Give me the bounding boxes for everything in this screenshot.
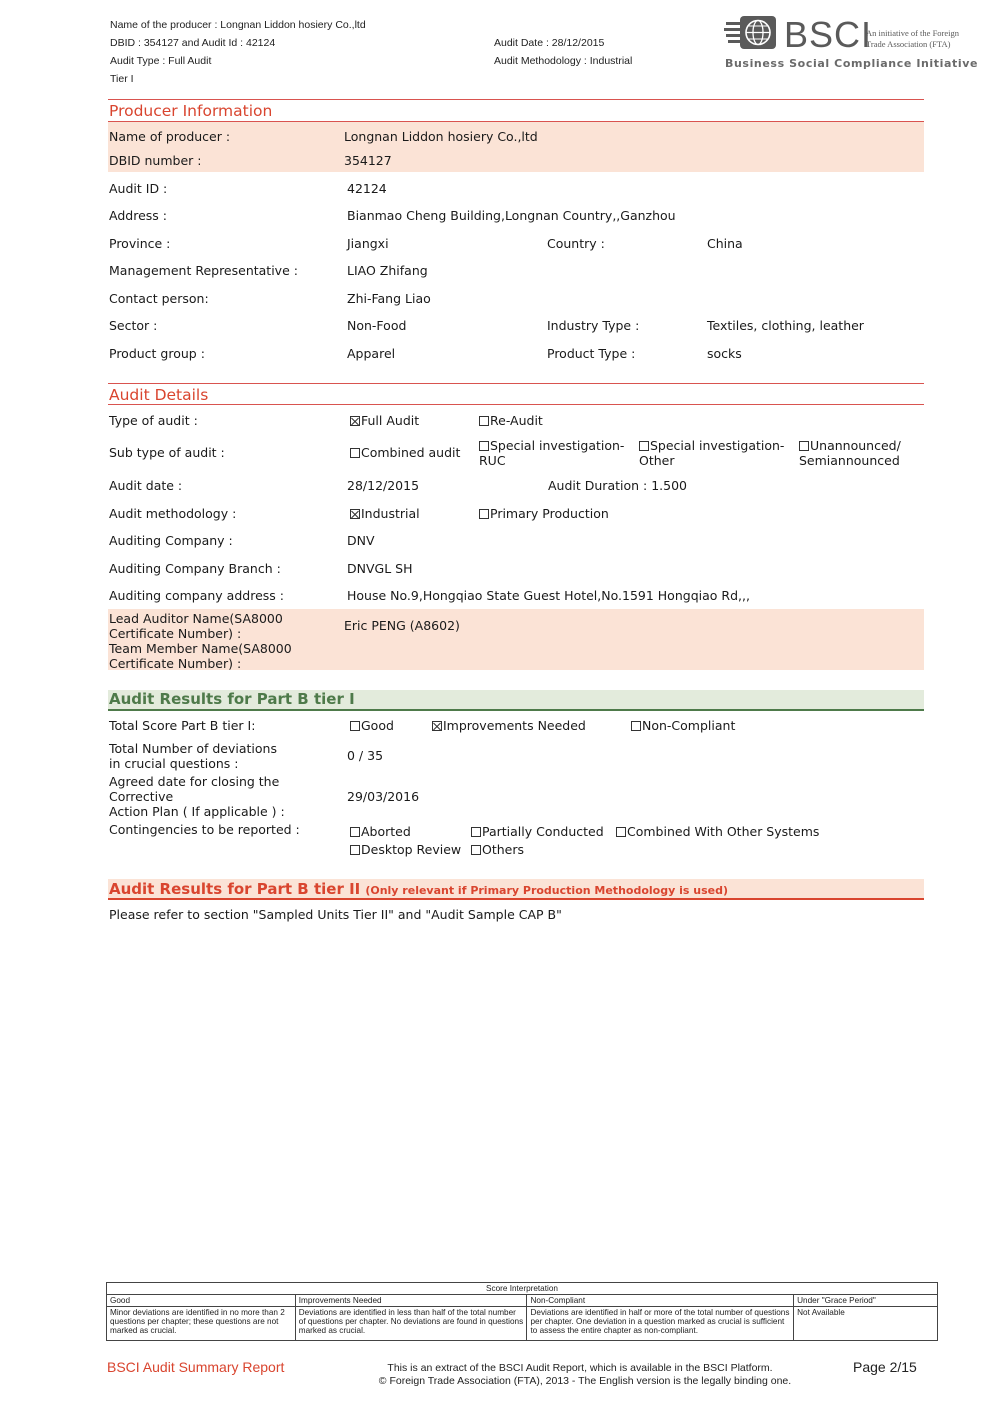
audit-section-title: Audit Details [109,386,209,404]
good-text: Good [361,718,394,733]
product-type-value: socks [707,346,742,361]
subtype-unannounced-option[interactable] [799,438,901,468]
sector-label: Sector : [109,318,158,333]
industry-label: Industry Type : [547,318,640,333]
address-label: Address : [109,208,167,223]
empty-box-icon [479,416,489,426]
empty-box-icon [350,721,360,731]
deviations-label-2: in crucial questions : [109,756,239,771]
mgmt-rep-label: Management Representative : [109,263,298,278]
empty-box-icon [799,441,809,451]
lead-auditor-label [109,611,292,671]
combined-audit-text: Combined audit [361,445,461,460]
contingency-combined-option[interactable] [616,824,819,839]
audit-date-label: Audit date : [109,478,183,493]
product-type-label: Product Type : [547,346,636,361]
empty-box-icon [471,827,481,837]
producer-top-rule [108,99,924,100]
empty-box-icon [350,845,360,855]
team-member-label-1: Team Member Name(SA8000 [109,641,292,656]
team-member-label-2: Certificate Number) : [109,656,242,671]
score-interpretation-table [106,1282,938,1341]
footer-copyright: © Foreign Trade Association (FTA), 2013 - The English version is the legally binding one. [378,1375,792,1387]
agreed-date-label [109,774,285,819]
results2-section-title [109,879,728,898]
primary-production-text: Primary Production [490,506,609,521]
noncompliant-text: Non-Compliant [642,718,736,733]
score-header-noncompliant: Non-Compliant [527,1295,794,1307]
lead-auditor-label-2: Certificate Number) : [109,626,242,641]
lead-auditor-label-1: Lead Auditor Name(SA8000 [109,611,283,626]
ruc-text-1: Special investigation- [490,438,625,453]
country-value: China [707,236,743,251]
subtype-label: Sub type of audit : [109,445,225,460]
empty-box-icon [616,827,626,837]
subtype-combined-option[interactable] [350,445,460,460]
method-industrial-option[interactable] [350,506,420,521]
checked-box-icon [350,416,360,426]
checked-box-icon [350,509,360,519]
bsci-wordmark: BSCI [784,14,873,55]
score-header-good: Good [107,1295,296,1307]
other-text-1: Special investigation- [650,438,785,453]
dbid-value: 354127 [344,153,392,168]
product-group-label: Product group : [109,346,205,361]
contingency-aborted-option[interactable] [350,824,411,839]
auditing-branch-label: Auditing Company Branch : [109,561,281,576]
audit-id-value: 42124 [347,181,387,196]
audit-date-value: 28/12/2015 [347,478,420,493]
header-dbid: DBID : 354127 and Audit Id : 42124 [110,37,276,49]
contingency-others-option[interactable] [471,842,524,857]
agreed-label-3: Action Plan ( If applicable ) : [109,804,285,819]
industry-value: Textiles, clothing, leather [707,318,864,333]
other-text-2: Other [639,453,675,468]
deviations-value: 0 / 35 [347,748,384,763]
product-group-value: Apparel [347,346,396,361]
producer-section-title: Producer Information [109,102,273,120]
header-producer: Name of the producer : Longnan Liddon hosiery Co.,ltd [110,19,366,31]
auditing-branch-value: DNVGL SH [347,561,413,576]
empty-box-icon [350,448,360,458]
empty-box-icon [350,827,360,837]
re-audit-text: Re-Audit [490,413,543,428]
full-audit-text: Full Audit [361,413,420,428]
combined-text: Combined With Other Systems [627,824,820,839]
dbid-label: DBID number : [109,153,202,168]
audit-type-full-option[interactable] [350,413,419,428]
province-value: Jiangxi [347,236,389,251]
auditing-address-label: Auditing company address : [109,588,284,603]
logo-initiative-2: Trade Association (FTA) [866,39,951,49]
footer-extract: This is an extract of the BSCI Audit Report, which is available in the BSCI Platform. [387,1362,773,1374]
score-desc-noncompliant: Deviations are identified in half or more of the total number of questions per chapter. One deviation in a question marked as crucial is sufficient to assess the entire chapter as non-compliant. [527,1307,794,1341]
globe-icon [724,13,782,53]
results1-section-title: Audit Results for Part B tier I [109,690,355,708]
score-table-title-row [107,1283,938,1295]
score-table-title: Score Interpretation [107,1283,938,1295]
subtype-ruc-option[interactable] [479,438,624,468]
header-methodology: Audit Methodology : Industrial [494,55,633,67]
desktop-text: Desktop Review [361,842,462,857]
empty-box-icon [631,721,641,731]
methodology-label: Audit methodology : [109,506,237,521]
contact-label: Contact person: [109,291,209,306]
score-table-description-row [107,1307,938,1341]
score-header-improvements: Improvements Needed [295,1295,527,1307]
province-label: Province : [109,236,171,251]
auditing-company-value: DNV [347,533,375,548]
header-audit-type: Audit Type : Full Audit [110,55,212,67]
auditing-company-label: Auditing Company : [109,533,233,548]
aborted-text: Aborted [361,824,411,839]
audit-type-re-option[interactable] [479,413,543,428]
contact-value: Zhi-Fang Liao [347,291,431,306]
score-improvements-option[interactable] [432,718,586,733]
method-primary-option[interactable] [479,506,609,521]
contingencies-label: Contingencies to be reported : [109,822,300,837]
results2-rule [108,898,924,900]
deviations-label [109,741,277,771]
empty-box-icon [471,845,481,855]
partially-text: Partially Conducted [482,824,604,839]
total-score-label: Total Score Part B tier I: [109,718,256,733]
contingency-desktop-option[interactable] [350,842,461,857]
header-tier: Tier I [110,73,134,85]
results1-rule [108,709,924,711]
empty-box-icon [479,509,489,519]
auditing-address-value: House No.9,Hongqiao State Guest Hotel,No.1591 Hongqiao Rd,,, [347,588,750,603]
deviations-label-1: Total Number of deviations [109,741,277,756]
logo-initiative-1: An initiative of the Foreign [866,28,960,38]
address-value: Bianmao Cheng Building,Longnan Country,,Ganzhou [347,208,676,223]
improvements-text: Improvements Needed [443,718,586,733]
country-label: Country : [547,236,605,251]
audit-duration: Audit Duration : 1.500 [548,478,687,493]
mgmt-rep-value: LIAO Zhifang [347,263,428,278]
score-table-header-row [107,1295,938,1307]
header-audit-date: Audit Date : 28/12/2015 [494,37,605,49]
score-noncompliant-option[interactable] [631,718,735,733]
contingency-partially-option[interactable] [471,824,604,839]
lead-auditor-value: Eric PENG (A8602) [344,618,460,633]
agreed-label-1: Agreed date for closing the [109,774,280,789]
score-good-option[interactable] [350,718,394,733]
score-desc-grace: Not Available [794,1307,938,1341]
results2-text: Please refer to section "Sampled Units Tier II" and "Audit Sample CAP B" [109,907,562,922]
subtype-other-option[interactable] [639,438,784,468]
unannounced-text-1: Unannounced/ [810,438,901,453]
checked-box-icon [432,721,442,731]
bsci-logo [724,13,979,75]
score-desc-good: Minor deviations are identified in no more than 2 questions per chapter; these questions are not marked as crucial. [107,1307,296,1341]
results2-note: (Only relevant if Primary Production Methodology is used) [365,884,728,897]
logo-tagline: Business Social Compliance Initiative [725,57,979,70]
sector-value: Non-Food [347,318,407,333]
audit-type-label: Type of audit : [109,413,198,428]
results2-title-text: Audit Results for Part B tier II [109,880,361,898]
empty-box-icon [479,441,489,451]
agreed-label-2: Corrective [109,789,174,804]
score-desc-improvements: Deviations are identified in less than half of the total number of questions per chapter. No deviations are found in questions marked as crucial. [295,1307,527,1341]
others-text: Others [482,842,525,857]
producer-name-value: Longnan Liddon hosiery Co.,ltd [344,129,538,144]
empty-box-icon [639,441,649,451]
audit-id-label: Audit ID : [109,181,168,196]
industrial-text: Industrial [361,506,420,521]
audit-bottom-rule [108,404,924,405]
agreed-date-value: 29/03/2016 [347,789,420,804]
ruc-text-2: RUC [479,453,506,468]
producer-name-label: Name of producer : [109,129,231,144]
unannounced-text-2: Semiannounced [799,453,900,468]
footer-report-name: BSCI Audit Summary Report [107,1359,285,1375]
audit-top-rule [108,383,924,384]
score-header-grace: Under "Grace Period" [794,1295,938,1307]
footer-page-number: Page 2/15 [853,1359,917,1375]
